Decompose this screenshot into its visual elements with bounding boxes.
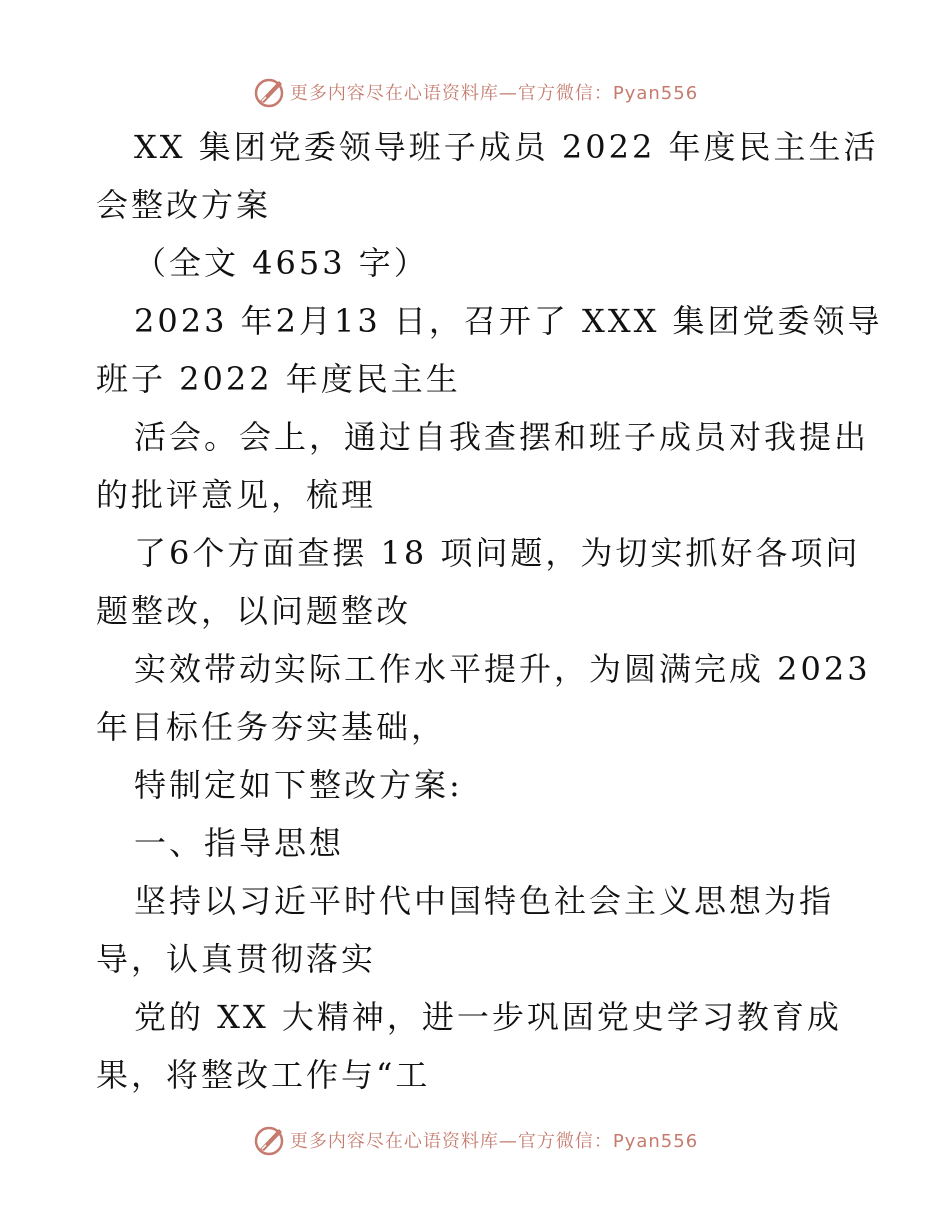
body-line: 特制定如下整改方案: <box>134 766 463 804</box>
body-line: 活会。会上，通过自我查摆和班子成员对我提出 <box>134 418 870 456</box>
quill-pen-logo-icon <box>252 75 286 109</box>
word-count-line: （全文 4653 字） <box>134 244 429 282</box>
body-line: 坚持以习近平时代中国特色社会主义思想为指 <box>134 882 835 920</box>
body-line: 年目标任务夯实基础， <box>96 708 447 746</box>
quill-pen-logo-icon <box>252 1123 286 1157</box>
watermark-banner-bottom <box>0 1120 950 1160</box>
document-body <box>96 118 883 1104</box>
body-line: 党的 XX 大精神，进一步巩固党史学习教育成 <box>134 998 842 1036</box>
body-line: 了6个方面查摆 18 项问题，为切实抓好各项问 <box>134 534 861 572</box>
watermark-text: 更多内容尽在心语资料库—官方微信：Pyan556 <box>289 1131 699 1152</box>
watermark-text: 更多内容尽在心语资料库—官方微信：Pyan556 <box>289 83 699 104</box>
body-line: 题整改，以问题整改 <box>96 592 412 630</box>
body-line: 果，将整改工作与“工 <box>96 1056 431 1094</box>
body-line: 导，认真贯彻落实 <box>96 940 377 978</box>
body-line: 班子 2022 年度民主生 <box>96 360 461 398</box>
body-line: 的批评意见，梳理 <box>96 476 377 514</box>
watermark-banner-top <box>0 72 950 112</box>
title-line-2: 会整改方案 <box>96 186 272 224</box>
body-line: 2023 年2月13 日，召开了 XXX 集团党委领导 <box>134 302 883 340</box>
body-line: 实效带动实际工作水平提升，为圆满完成 2023 <box>134 650 871 688</box>
section-heading: 一、指导思想 <box>134 824 345 862</box>
title-line-1: XX 集团党委领导班子成员 2022 年度民主生活 <box>134 128 879 166</box>
